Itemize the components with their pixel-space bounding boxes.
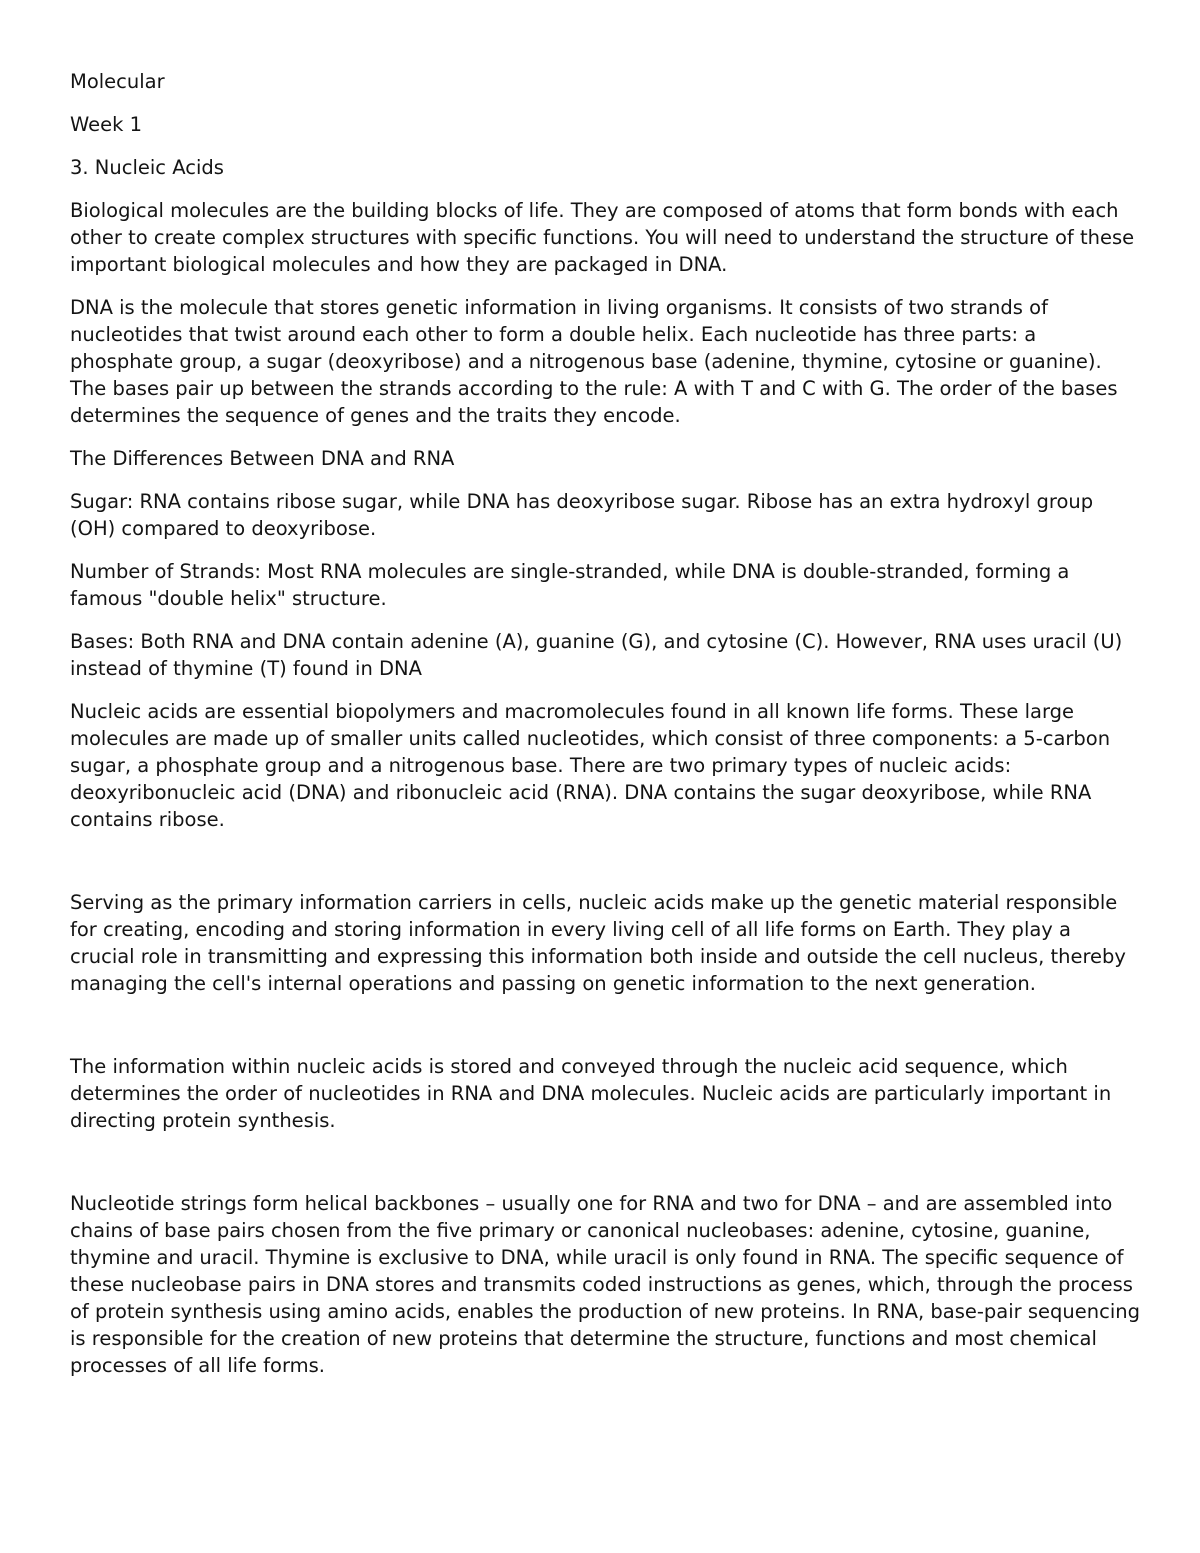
paragraph-nucleotide-strings: Nucleotide strings form helical backbones – usually one for RNA and two for DNA – and are assembled into chains of base pairs chosen from the five primary or canonical nucleobases: adenine, cytosine, guanine, thymine and uracil. Thymine is exclusive to DNA, while uracil is only found in RNA. The specific sequence of these nucleobase pairs in DNA stores and transmits coded instructions as genes, which, through the process of protein synthesis using amino acids, enables the production of new proteins. In RNA, base-pair sequencing is responsible for the creation of new proteins that determine the structure, functions and most chemical processes of all life forms. [70, 1192, 1140, 1377]
paragraph-sugar: Sugar: RNA contains ribose sugar, while DNA has deoxyribose sugar. Ribose has an extra hydroxyl group (OH) compared to deoxyribose. [70, 490, 1094, 540]
document-page [70, 68, 1140, 1379]
section-heading: 3. Nucleic Acids [70, 156, 224, 179]
paragraph-bases: Bases: Both RNA and DNA contain adenine (A), guanine (G), and cytosine (C). However, RNA uses uracil (U) instead of thymine (T) found in DNA [70, 630, 1123, 680]
subheading-differences: The Differences Between DNA and RNA [70, 447, 455, 470]
paragraph-nucleic-acids: Nucleic acids are essential biopolymers and macromolecules found in all known life forms. These large molecules are made up of smaller units called nucleotides, which consist of three components: a 5-carbon sugar, a phosphate group and a nitrogenous base. There are two primary types of nucleic acids: deoxyribonucleic acid (DNA) and ribonucleic acid (RNA). DNA contains the sugar deoxyribose, while RNA contains ribose. [70, 700, 1111, 831]
paragraph-strands: Number of Strands: Most RNA molecules are single-stranded, while DNA is double-stranded, forming a famous "double helix" structure. [70, 560, 1070, 610]
document-title: Molecular [70, 70, 165, 93]
paragraph-sequence: The information within nucleic acids is stored and conveyed through the nucleic acid sequence, which determines the order of nucleotides in RNA and DNA molecules. Nucleic acids are particularly important in directing protein synthesis. [70, 1055, 1112, 1132]
week-label: Week 1 [70, 113, 143, 136]
paragraph-intro: Biological molecules are the building blocks of life. They are composed of atoms that form bonds with each other to create complex structures with specific functions. You will need to understand the structure of these important biological molecules and how they are packaged in DNA. [70, 199, 1135, 276]
paragraph-dna: DNA is the molecule that stores genetic information in living organisms. It consists of two strands of nucleotides that twist around each other to form a double helix. Each nucleotide has three parts: a phosphate group, a sugar (deoxyribose) and a nitrogenous base (adenine, thymine, cytosine or guanine). The bases pair up between the strands according to the rule: A with T and C with G. The order of the bases determines the sequence of genes and the traits they encode. [70, 296, 1118, 427]
paragraph-information-carriers: Serving as the primary information carriers in cells, nucleic acids make up the genetic material responsible for creating, encoding and storing information in every living cell of all life forms on Earth. They play a crucial role in transmitting and expressing this information both inside and outside the cell nucleus, thereby managing the cell's internal operations and passing on genetic information to the next generation. [70, 891, 1126, 995]
